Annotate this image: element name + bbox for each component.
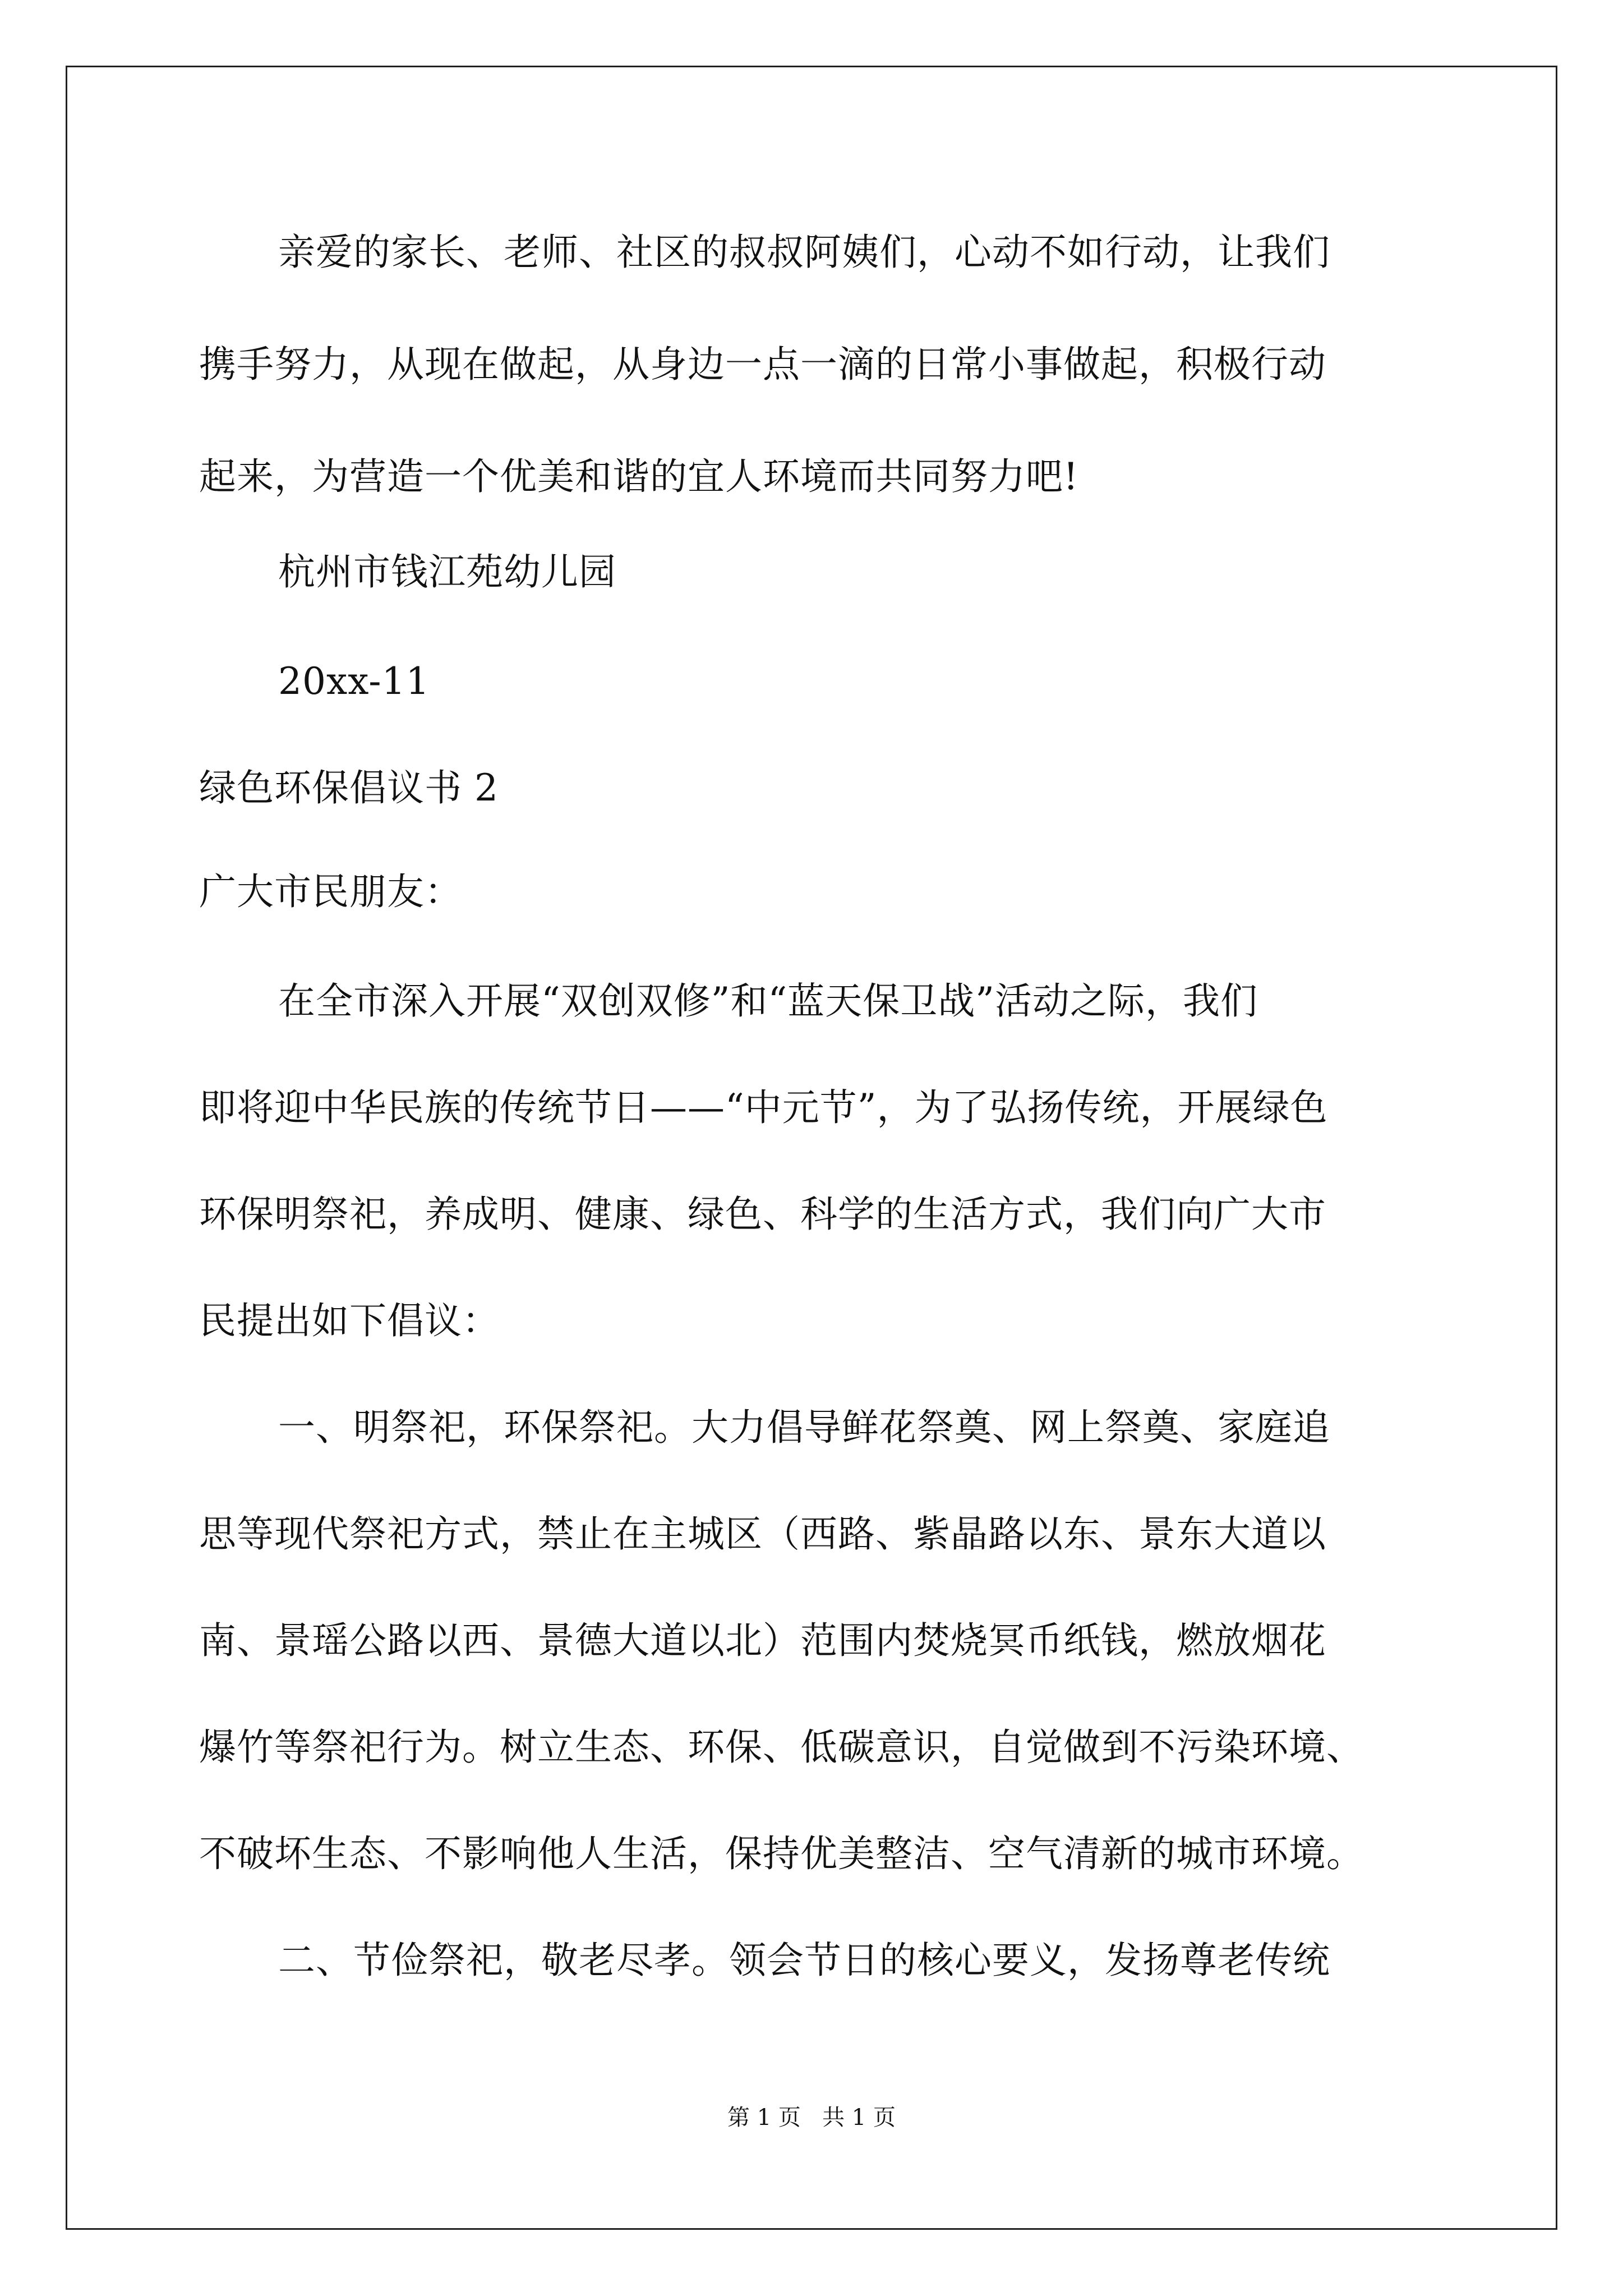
paragraph-line: 环保明祭祀，养成明、健康、绿色、科学的生活方式，我们向广大市: [199, 1193, 1326, 1236]
signature-organization: 杭州市钱江苑幼儿园: [278, 550, 616, 593]
page-border: [66, 66, 1557, 2230]
section-title: 绿色环保倡议书 2: [199, 766, 499, 809]
salutation: 广大市民朋友：: [199, 870, 462, 913]
paragraph-line: 爆竹等祭祀行为。树立生态、环保、低碳意识，自觉做到不污染环境、: [199, 1726, 1364, 1769]
page-footer: 第 1 页 共 1 页: [727, 2105, 896, 2131]
paragraph-line: 起来，为营造一个优美和谐的宜人环境而共同努力吧!: [199, 455, 1079, 498]
paragraph-line: 即将迎中华民族的传统节日——“中元节”，为了弘扬传统，开展绿色: [199, 1086, 1328, 1129]
paragraph-line: 在全市深入开展“双创双修”和“蓝天保卫战”活动之际，我们: [278, 979, 1258, 1023]
paragraph-line: 携手努力，从现在做起，从身边一点一滴的日常小事做起，积极行动: [199, 343, 1326, 386]
paragraph-line: 不破坏生态、不影响他人生活，保持优美整洁、空气清新的城市环境。: [199, 1832, 1364, 1875]
paragraph-line: 南、景瑶公路以西、景德大道以北）范围内焚烧冥币纸钱，燃放烟花: [199, 1619, 1326, 1662]
signature-date: 20xx-11: [278, 660, 430, 703]
paragraph-line: 二、节俭祭祀，敬老尽孝。领会节日的核心要义，发扬尊老传统: [278, 1939, 1330, 1982]
paragraph-line: 亲爱的家长、老师、社区的叔叔阿姨们，心动不如行动，让我们: [278, 231, 1330, 274]
paragraph-line: 民提出如下倡议：: [199, 1299, 500, 1342]
paragraph-line: 一、明祭祀，环保祭祀。大力倡导鲜花祭奠、网上祭奠、家庭追: [278, 1406, 1330, 1449]
paragraph-line: 思等现代祭祀方式，禁止在主城区（西路、紫晶路以东、景东大道以: [199, 1512, 1326, 1556]
